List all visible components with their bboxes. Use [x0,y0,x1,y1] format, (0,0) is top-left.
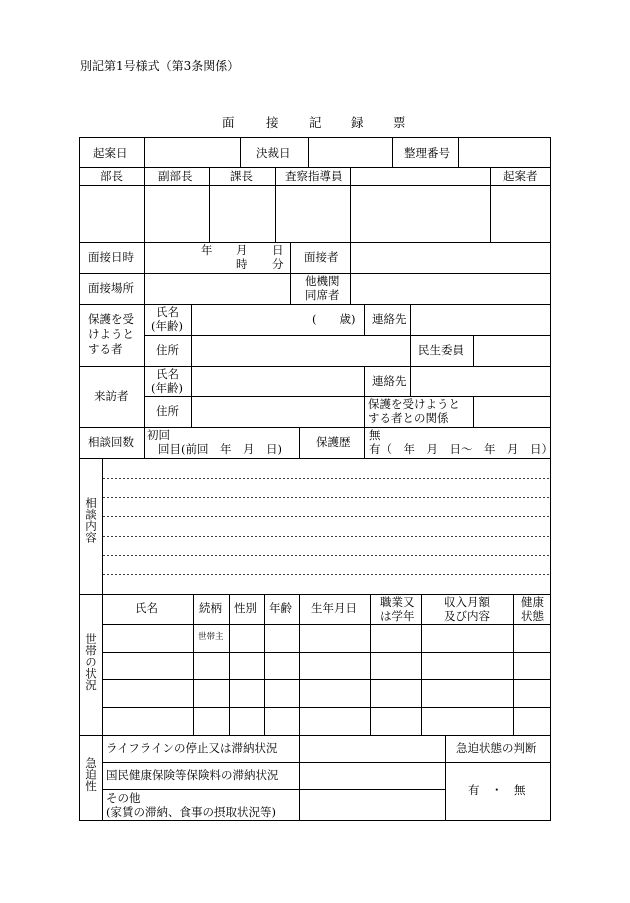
seiri-no-label: 整理番号 [404,146,450,160]
kacho-label: 課長 [230,169,253,183]
welfare-commissioner-label: 民生委員 [418,343,464,357]
urgency-other-line2: (家賃の滞納、食事の摂取状況等) [106,805,276,819]
consult-content-label: 相談内容 [84,497,98,543]
urgency-label: 急迫性 [84,757,98,792]
hh-col-dob: 生年月日 [311,601,357,615]
visitor-address-label: 住所 [156,404,179,418]
fukubucho-label: 副部長 [158,169,193,183]
bucho-label: 部長 [100,169,123,183]
hh-col-occupation-line2: は学年 [380,609,415,623]
hh-col-sex: 性別 [234,601,257,615]
visitor-relation-line2: する者との関係 [368,411,449,425]
hh-col-occupation-line1: 職業又 [380,595,415,609]
head-of-household: 世帯主 [198,632,224,642]
applicant-label-line3: する者 [88,342,123,356]
hh-col-relation: 続柄 [199,601,222,615]
consult-count-label: 相談回数 [88,435,134,449]
date-unit-month: 月 [236,243,248,257]
applicant-address-label: 住所 [156,343,179,357]
urgency-other-line1: その他 [106,791,141,805]
date-unit-day: 日 [272,243,284,257]
visitor-contact-label: 連絡先 [372,374,407,388]
title-char-5: 票 [393,115,406,130]
hh-col-health-line2: 状態 [521,609,544,623]
hh-col-health-line1: 健康 [521,595,544,609]
protection-history-label: 保護歴 [316,435,351,449]
applicant-label-line1: 保護を受 [88,312,134,326]
urgency-lifeline: ライフラインの停止又は滞納状況 [106,741,278,755]
interviewer-label: 面接者 [304,250,339,264]
satsu-label: 査察指導員 [285,169,343,183]
urgency-judgement-label: 急迫状態の判断 [456,741,537,755]
applicant-age-paren: ( 歳) [312,312,356,326]
consult-nth: 回目(前回 年 月 日) [158,442,282,456]
title-char-3: 記 [309,115,322,130]
title-char-4: 録 [351,115,364,130]
title-char-1: 面 [222,115,235,130]
interview-place-label: 面接場所 [88,281,134,295]
hh-col-income-line2: 及び内容 [444,609,490,623]
hh-col-income-line1: 収入月額 [444,595,490,609]
time-unit-minute: 分 [272,257,284,271]
kian-bi-label: 起案日 [93,146,128,160]
hh-col-age: 年齢 [269,601,292,615]
urgency-nhi: 国民健康保険等保険料の滞納状況 [106,768,279,782]
applicant-label-line2: けようと [88,327,134,341]
urgency-yes-no: 有 ・ 無 [468,783,526,797]
protection-history-yes: 有（ 年 月 日〜 年 月 日） [369,442,553,456]
interview-datetime-label: 面接日時 [88,250,134,264]
kessai-bi-label: 決裁日 [256,146,291,160]
form-number: 別記第1号様式（第3条関係） [80,59,240,73]
consult-first: 初回 [147,428,170,442]
applicant-age-label: (年齢) [151,319,183,333]
protection-history-none: 無 [369,428,381,442]
date-unit-year: 年 [201,243,213,257]
visitor-label: 来訪者 [94,389,129,403]
hh-col-name: 氏名 [135,601,158,615]
applicant-contact-label: 連絡先 [372,312,407,326]
kiansha-label: 起案者 [503,169,538,183]
household-label: 世帯の状況 [84,633,98,691]
other-agency-line2: 同席者 [305,288,340,302]
visitor-age-label: (年齢) [151,381,183,395]
time-unit-hour: 時 [236,257,248,271]
title-char-2: 接 [266,115,279,130]
visitor-relation-line1: 保護を受けようと [368,397,460,411]
applicant-name-label: 氏名 [156,305,179,319]
other-agency-line1: 他機関 [305,274,340,288]
visitor-name-label: 氏名 [156,367,179,381]
